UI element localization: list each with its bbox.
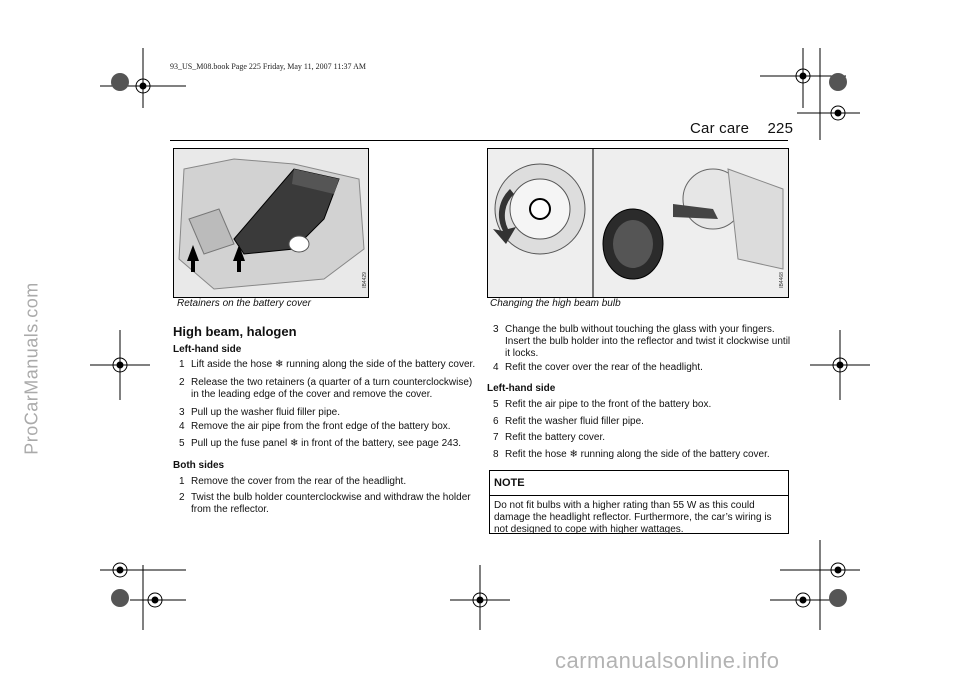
- high-beam-illustration: [488, 149, 788, 297]
- step-number: 3: [179, 407, 185, 418]
- step-text: Refit the cover over the rear of the headlight.: [505, 362, 703, 373]
- step-number: 6: [493, 416, 499, 427]
- figure-caption-right: Changing the high beam bulb: [490, 298, 621, 309]
- running-head: [690, 120, 793, 137]
- step-text: Refit the hose ❄ running along the side of the battery cover.: [505, 449, 770, 460]
- subheading-both-sides: Both sides: [173, 460, 225, 471]
- step-text: Pull up the fuse panel ❄ in front of the battery, see page 243.: [191, 438, 462, 449]
- step-text: Refit the battery cover.: [505, 432, 606, 443]
- figure-code: IB4468: [778, 272, 785, 288]
- step-text: Remove the air pipe from the front edge of the battery box.: [191, 421, 451, 432]
- section-title: Car care: [690, 120, 750, 137]
- step-text: Remove the cover from the rear of the headlight.: [191, 476, 407, 487]
- step-text: Refit the washer fluid filler pipe.: [505, 416, 644, 427]
- subheading-left-hand-side: Left-hand side: [173, 344, 242, 355]
- step-number: 2: [179, 377, 185, 388]
- step-number: 1: [179, 359, 185, 370]
- step-text: Change the bulb without touching the glass with your fingers.: [505, 324, 775, 335]
- figure-caption-left: Retainers on the battery cover: [177, 298, 311, 309]
- step-text: in the leading edge of the cover and remove the cover.: [191, 389, 433, 400]
- note-line: damage the headlight reflector. Furthermore, the car’s wiring is: [494, 512, 772, 523]
- note-line: not designed to cope with higher wattages.: [494, 524, 684, 535]
- step-text: Insert the bulb holder into the reflector and twist it clockwise until: [505, 336, 791, 347]
- step-text: Refit the air pipe to the front of the battery box.: [505, 399, 712, 410]
- file-info-line: 93_US_M08.book Page 225 Friday, May 11, 2007 11:37 AM: [170, 62, 366, 71]
- subheading-left-hand-side-refit: Left-hand side: [487, 383, 556, 394]
- step-text: Pull up the washer fluid filler pipe.: [191, 407, 340, 418]
- note-box: [489, 470, 789, 534]
- high-beam-figure: [487, 148, 789, 298]
- step-number: 1: [179, 476, 185, 487]
- figure-code: IB4429: [361, 272, 368, 288]
- note-divider: [490, 495, 788, 496]
- step-number: 4: [179, 421, 185, 432]
- step-number: 5: [493, 399, 499, 410]
- step-text: from the reflector.: [191, 504, 269, 515]
- note-label: NOTE: [494, 477, 525, 489]
- note-text: [494, 500, 782, 536]
- step-text: Twist the bulb holder counterclockwise and withdraw the holder: [191, 492, 471, 503]
- section-heading: High beam, halogen: [173, 324, 297, 339]
- note-line: Do not fit bulbs with a higher rating than 55 W as this could: [494, 500, 755, 511]
- step-text: Release the two retainers (a quarter of a turn counterclockwise): [191, 377, 473, 388]
- bottom-watermark[interactable]: carmanualsonline.info: [555, 648, 780, 673]
- step-number: 8: [493, 449, 499, 460]
- battery-cover-figure: [173, 148, 369, 298]
- step-number: 5: [179, 438, 185, 449]
- header-rule: [170, 140, 788, 141]
- step-number: 2: [179, 492, 185, 503]
- step-text: Lift aside the hose ❄ running along the side of the battery cover.: [191, 359, 476, 370]
- step-text: it locks.: [505, 348, 539, 359]
- page-number: 225: [767, 120, 794, 137]
- step-number: 3: [493, 324, 499, 335]
- step-number: 7: [493, 432, 499, 443]
- side-watermark[interactable]: ProCarManuals.com: [21, 282, 42, 455]
- step-number: 4: [493, 362, 499, 373]
- battery-cover-illustration: [174, 149, 368, 297]
